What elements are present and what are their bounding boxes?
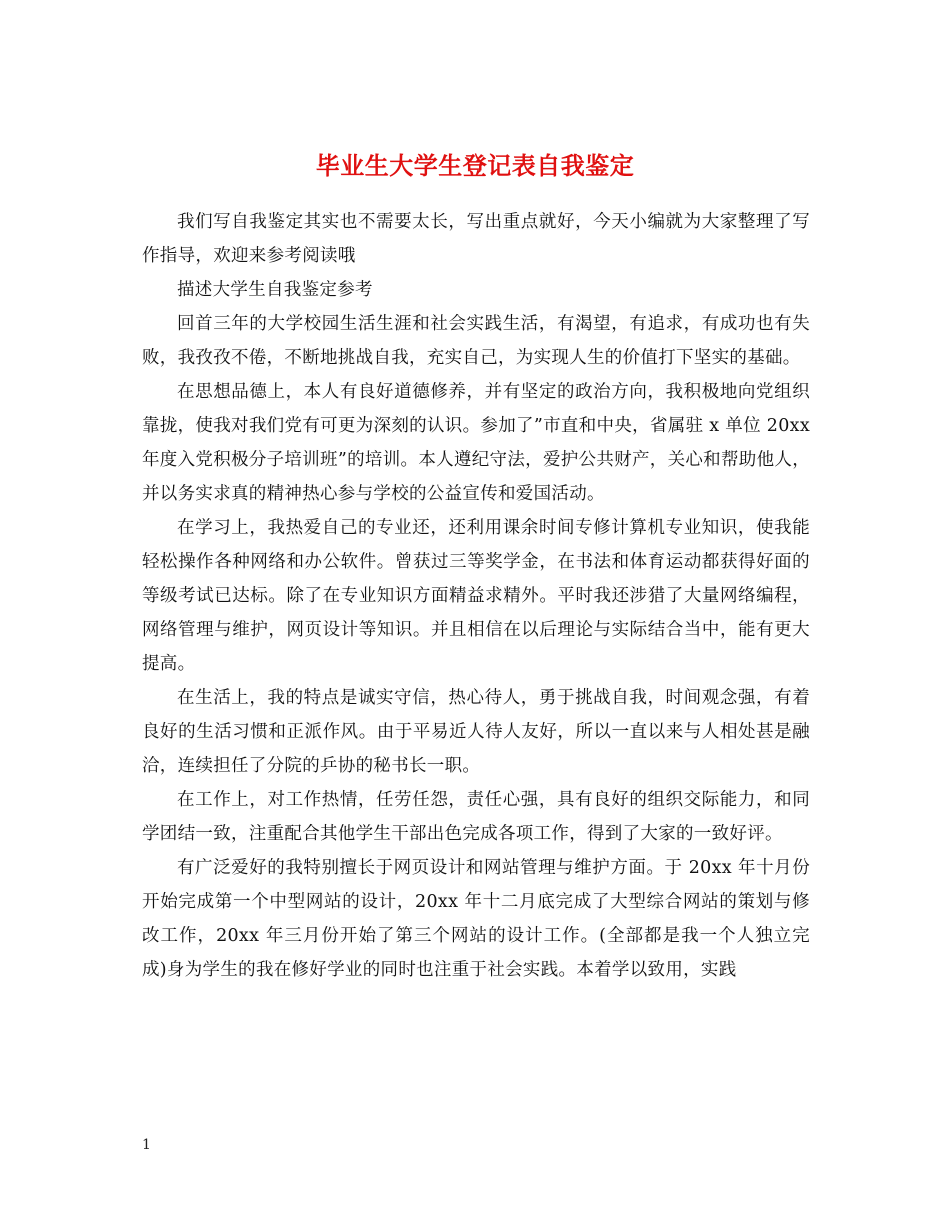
intro-paragraph: 我们写自我鉴定其实也不需要太长，写出重点就好，今天小编就为大家整理了写作指导，欢迎来参考阅读哦 bbox=[142, 212, 810, 266]
document-body bbox=[142, 205, 810, 987]
body-paragraph: 在工作上，对工作热情，任劳任怨，责任心强，具有良好的组织交际能力，和同学团结一致，注重配合其他学生干部出色完成各项工作，得到了大家的一致好评。 bbox=[142, 790, 810, 844]
document-title: 毕业生大学生登记表自我鉴定 bbox=[315, 151, 635, 181]
body-paragraph: 在思想品德上，本人有良好道德修养，并有坚定的政治方向，我积极地向党组织靠拢，使我对我们党有可更为深刻的认识。参加了”市直和中央，省属驻 x 单位 20xx 年度入党积极分子培训班”的培训。本人遵纪守法，爱护公共财产，关心和帮助他人，并以务实求真的精神热心参与学校的公益宣传和爱国活动。 bbox=[142, 382, 810, 504]
body-paragraph: 在生活上，我的特点是诚实守信，热心待人，勇于挑战自我，时间观念强，有着良好的生活习惯和正派作风。由于平易近人待人友好，所以一直以来与人相处甚是融洽，连续担任了分院的乒协的秘书长一职。 bbox=[142, 688, 810, 776]
page-number: 1 bbox=[142, 1137, 151, 1153]
body-paragraph: 在学习上，我热爱自己的专业还，还利用课余时间专修计算机专业知识，使我能轻松操作各种网络和办公软件。曾获过三等奖学金，在书法和体育运动都获得好面的等级考试已达标。除了在专业知识方面精益求精外。平时我还涉猎了大量网络编程，网络管理与维护，网页设计等知识。并且相信在以后理论与实际结合当中，能有更大提高。 bbox=[142, 518, 810, 674]
body-paragraph: 回首三年的大学校园生活生涯和社会实践生活，有渴望，有追求，有成功也有失败，我孜孜不倦，不断地挑战自我，充实自己，为实现人生的价值打下坚实的基础。 bbox=[142, 314, 810, 368]
section-heading-paragraph: 描述大学生自我鉴定参考 bbox=[177, 280, 373, 300]
body-paragraph: 有广泛爱好的我特别擅长于网页设计和网站管理与维护方面。于 20xx 年十月份开始完成第一个中型网站的设计，20xx 年十二月底完成了大型综合网站的策划与修改工作，20xx 年三月份开始了第三个网站的设计工作。(全部都是我一个人独立完成)身为学生的我在修好学业的同时也注重于社会实践。本着学以致用，实践 bbox=[142, 858, 810, 980]
